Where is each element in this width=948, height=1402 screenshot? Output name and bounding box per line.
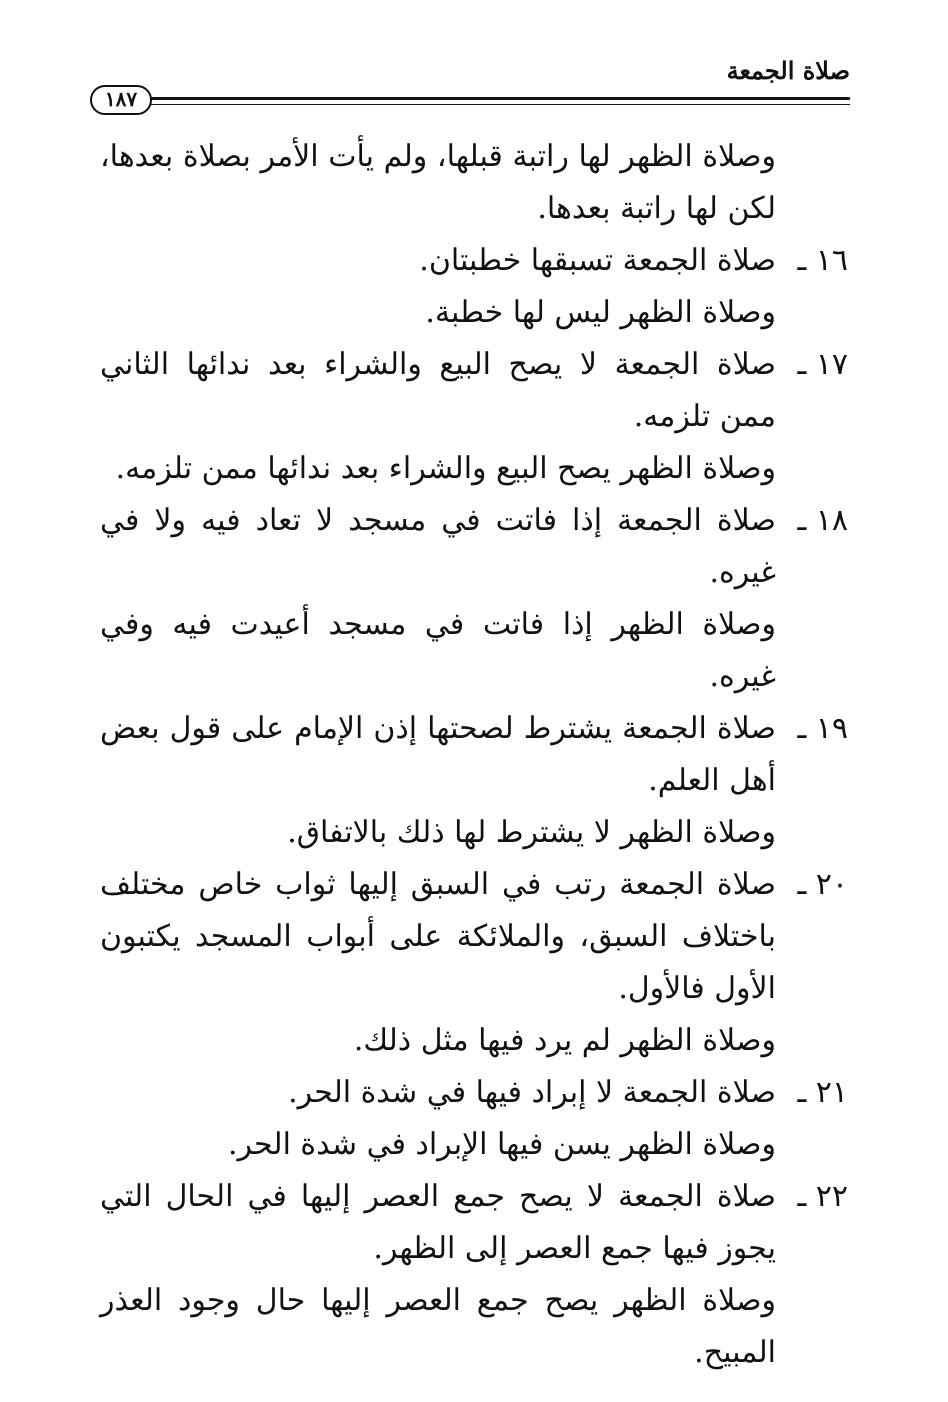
item-zuhr-text: وصلاة الظهر يصح جمع العصر إليها حال وجود العذر المبيح.	[100, 1283, 776, 1370]
list-item	[100, 859, 848, 1067]
item-jumua-text: ٢١ ـصلاة الجمعة لا إبراد فيها في شدة الحر.	[100, 1067, 848, 1119]
list-item	[100, 703, 848, 859]
item-jumua-text: ١٦ ـصلاة الجمعة تسبقها خطبتان.	[100, 235, 848, 287]
item-jumua-text: ١٧ ـصلاة الجمعة لا يصح البيع والشراء بعد ندائها الثاني ممن تلزمه.	[100, 339, 848, 443]
header-rule-thick	[150, 97, 850, 100]
header-rule-thin	[150, 104, 850, 105]
item-zuhr-text: وصلاة الظهر يصح البيع والشراء بعد ندائها ممن تلزمه.	[115, 451, 776, 486]
item-zuhr-text: وصلاة الظهر ليس لها خطبة.	[425, 295, 776, 330]
page-number-badge: ١٨٧	[90, 85, 152, 115]
item-number: ١٩ ـ	[797, 711, 848, 746]
item-number: ١٦ ـ	[797, 243, 848, 278]
intro-paragraph: وصلاة الظهر لها راتبة قبلها، ولم يأت الأمر بصلاة بعدها، لكن لها راتبة بعدها.	[100, 139, 776, 226]
item-number: ١٧ ـ	[797, 347, 848, 382]
list-item	[100, 495, 848, 703]
list-item	[100, 235, 848, 339]
list-item	[100, 1171, 848, 1379]
item-zuhr-text: وصلاة الظهر إذا فاتت في مسجد أعيدت فيه وفي غيره.	[100, 607, 776, 694]
page-body	[100, 131, 848, 1379]
item-jumua-text: ١٨ ـصلاة الجمعة إذا فاتت في مسجد لا تعاد فيه ولا في غيره.	[100, 495, 848, 599]
item-zuhr-text: وصلاة الظهر لم يرد فيها مثل ذلك.	[353, 1023, 776, 1058]
item-number: ٢٠ ـ	[797, 867, 848, 902]
item-jumua-text: ٢٢ ـصلاة الجمعة لا يصح جمع العصر إليها في الحال التي يجوز فيها جمع العصر إلى الظهر.	[100, 1171, 848, 1275]
item-zuhr-text: وصلاة الظهر لا يشترط لها ذلك بالاتفاق.	[287, 815, 776, 850]
list-item	[100, 1067, 848, 1171]
item-jumua-text: ١٩ ـصلاة الجمعة يشترط لصحتها إذن الإمام على قول بعض أهل العلم.	[100, 703, 848, 807]
running-header-title: صلاة الجمعة	[726, 56, 850, 85]
item-number: ٢٢ ـ	[797, 1179, 848, 1214]
list-item	[100, 339, 848, 495]
item-number: ٢١ ـ	[797, 1075, 848, 1110]
item-number: ١٨ ـ	[797, 503, 848, 538]
item-jumua-text: ٢٠ ـصلاة الجمعة رتب في السبق إليها ثواب خاص مختلف باختلاف السبق، والملائكة على أبواب المسجد يكتبون الأول فالأول.	[100, 859, 848, 1015]
item-zuhr-text: وصلاة الظهر يسن فيها الإبراد في شدة الحر.	[227, 1127, 776, 1162]
